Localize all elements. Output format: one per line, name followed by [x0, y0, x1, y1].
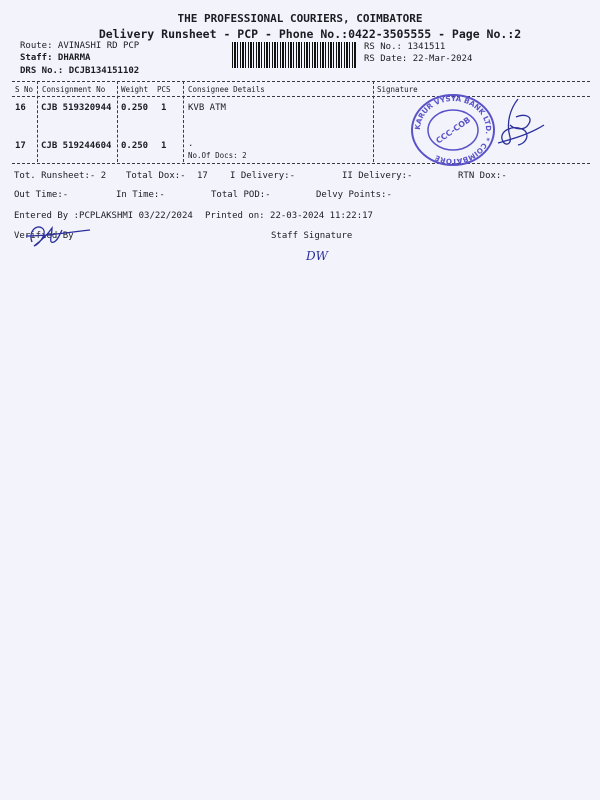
- verified-by: Verified By: [14, 231, 74, 241]
- total-pod: Total POD:-: [211, 190, 271, 200]
- row-pcs: 1: [161, 141, 167, 151]
- in-time: In Time:-: [116, 190, 165, 200]
- runsheet-title: Delivery Runsheet - PCP - Phone No.:0422-3505555 - Page No.:2: [98, 27, 522, 41]
- row-consignment: CJB 519244604: [41, 141, 112, 151]
- row-consignee: .: [188, 139, 194, 149]
- col-divider: [37, 81, 38, 162]
- ii-delivery: II Delivery:-: [342, 171, 413, 181]
- col-header-pcs: PCS: [157, 85, 171, 94]
- table-bottom-rule: [12, 163, 590, 164]
- table-top-rule: [12, 81, 590, 82]
- col-divider: [373, 81, 374, 162]
- row-docs-count: No.Of Docs: 2: [188, 151, 247, 160]
- verifier-signature-icon: [18, 220, 98, 250]
- rs-date: RS Date: 22-Mar-2024: [364, 54, 473, 64]
- entered-by: Entered By :PCPLAKSHMI 03/22/2024: [14, 211, 193, 221]
- out-time: Out Time:-: [14, 190, 69, 200]
- bank-stamp-icon: [410, 93, 496, 167]
- staff-signature-label: Staff Signature: [271, 231, 353, 241]
- col-header-sno: S No: [15, 85, 34, 94]
- row-consignee: KVB ATM: [188, 103, 226, 113]
- total-dox-value: 17: [197, 171, 208, 181]
- delvy-points: Delvy Points:-: [316, 190, 392, 200]
- row-consignment: CJB 519320944: [41, 103, 112, 113]
- col-header-weight: Weight: [121, 85, 149, 94]
- receiver-signature-icon: [488, 95, 548, 155]
- staff-label: Staff: DHARMA: [20, 53, 91, 63]
- printed-on: Printed on: 22-03-2024 11:22:17: [205, 211, 373, 221]
- col-header-consignee: Consignee Details: [188, 85, 265, 94]
- col-divider: [117, 81, 118, 162]
- row-sno: 16: [15, 103, 26, 113]
- i-delivery: I Delivery:-: [230, 171, 296, 181]
- row-weight: 0.250: [121, 103, 149, 113]
- svg-text:CCC-COB: CCC-COB: [434, 115, 473, 146]
- col-header-signature: Signature: [377, 85, 418, 94]
- rtn-dox: RTN Dox:-: [458, 171, 507, 181]
- col-header-consignment: Consignment No: [42, 85, 106, 94]
- company-name: THE PROFESSIONAL COURIERS, COIMBATORE: [177, 12, 423, 25]
- row-pcs: 1: [161, 103, 167, 113]
- drs-number: DRS No.: DCJB134151102: [20, 66, 140, 76]
- row-sno: 17: [15, 141, 26, 151]
- barcode: [232, 42, 356, 68]
- rs-number: RS No.: 1341511: [364, 42, 446, 52]
- col-divider: [183, 81, 184, 162]
- row-weight: 0.250: [121, 141, 149, 151]
- staff-initials: DW: [306, 249, 328, 263]
- svg-text:KARUR VYSYA BANK LTD. * COIMBA: KARUR VYSYA BANK LTD. * COIMBATORE: [412, 93, 494, 167]
- tot-runsheet: Tot. Runsheet:- 2: [14, 171, 107, 181]
- route-label: Route: AVINASHI RD PCP: [20, 41, 140, 51]
- total-dox-label: Total Dox:-: [126, 171, 186, 181]
